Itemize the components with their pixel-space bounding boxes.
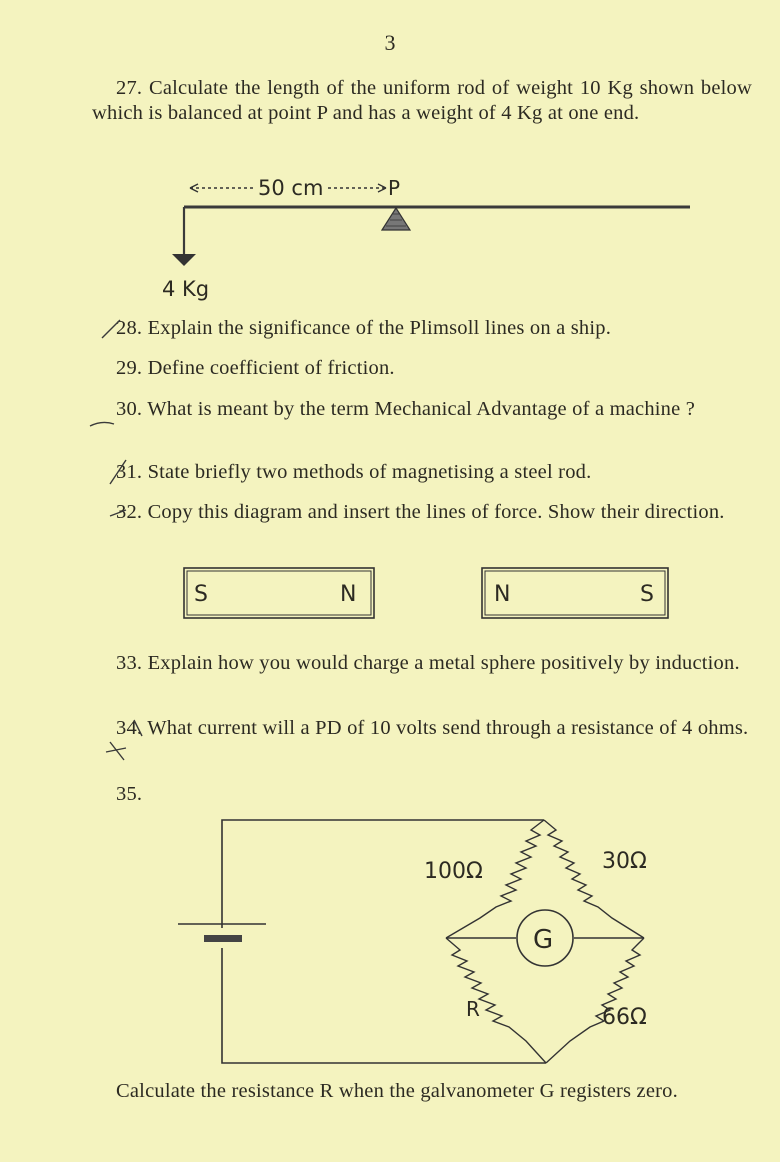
question-number: 31. xyxy=(116,461,143,483)
question-number: 28. xyxy=(116,317,143,339)
magnet-right-pole-1: N xyxy=(494,582,511,607)
question-number: 32. xyxy=(116,501,143,523)
question-text: Explain how you would charge a metal sphere positively by induction. xyxy=(147,652,740,674)
resistor-bottom-right xyxy=(546,938,644,1063)
page-number: 3 xyxy=(384,30,396,55)
resistor-top-right xyxy=(544,820,644,938)
resistor-100-label: 100Ω xyxy=(424,859,483,884)
question-34 xyxy=(92,716,752,741)
question-33 xyxy=(92,651,752,676)
magnet-right-pole-2: S xyxy=(640,582,654,607)
wire-top xyxy=(222,820,544,928)
galvanometer-label: G xyxy=(533,925,554,955)
magnet-left-pole-2: N xyxy=(340,582,357,607)
question-text: Calculate the resistance R when the galvanometer G registers zero. xyxy=(116,1080,678,1102)
wheatstone-bridge-diagram xyxy=(170,808,690,1070)
fulcrum-triangle-icon xyxy=(382,208,410,230)
question-number: 30. xyxy=(116,398,143,420)
handwritten-tick-mark xyxy=(96,716,156,764)
resistor-bottom-left xyxy=(446,938,546,1063)
magnet-right-inner xyxy=(485,571,665,615)
distance-label: 50 cm xyxy=(258,176,324,200)
question-text: What current will a PD of 10 volts send through a resistance of 4 ohms. xyxy=(147,717,749,739)
weight-label: 4 Kg xyxy=(162,277,210,301)
handwritten-stroke-mark xyxy=(108,506,130,520)
question-35 xyxy=(92,782,752,807)
question-number: 33. xyxy=(116,652,143,674)
question-text: State briefly two methods of magnetising a steel rod. xyxy=(147,461,592,483)
question-35-text xyxy=(92,1079,752,1104)
resistor-30-label: 30Ω xyxy=(602,849,647,874)
question-number: 35. xyxy=(116,783,143,805)
rod-balance-diagram xyxy=(150,170,710,305)
handwritten-stroke-mark xyxy=(88,420,118,434)
question-number: 27. xyxy=(116,77,143,99)
weight-arrow-icon xyxy=(172,254,196,266)
wire-bottom xyxy=(222,948,546,1063)
question-29 xyxy=(92,356,752,381)
question-32 xyxy=(92,500,752,525)
question-27 xyxy=(92,76,752,126)
question-text: Define coefficient of friction. xyxy=(147,357,395,379)
pivot-label: P xyxy=(388,176,401,200)
question-30 xyxy=(92,397,752,422)
handwritten-tick-mark xyxy=(106,458,132,488)
question-31 xyxy=(92,460,752,485)
question-number: 29. xyxy=(116,357,143,379)
question-text: Copy this diagram and insert the lines of force. Show their direction. xyxy=(147,501,725,523)
handwritten-tick-mark xyxy=(100,316,124,342)
battery-negative-plate xyxy=(204,935,242,942)
question-text: What is meant by the term Mechanical Advantage of a machine ? xyxy=(147,398,696,420)
magnet-left-pole-1: S xyxy=(194,582,208,607)
question-number: 34. xyxy=(116,717,143,739)
resistor-r-label: R xyxy=(466,997,480,1021)
resistor-66-label: 66Ω xyxy=(602,1005,647,1030)
bar-magnets-diagram xyxy=(180,566,680,622)
question-28 xyxy=(92,316,752,341)
question-text: Calculate the length of the uniform rod of weight 10 Kg shown below which is balanced at point P and has a weight of 4 Kg at one end. xyxy=(92,77,752,124)
question-text: Explain the significance of the Plimsoll lines on a ship. xyxy=(147,317,612,339)
